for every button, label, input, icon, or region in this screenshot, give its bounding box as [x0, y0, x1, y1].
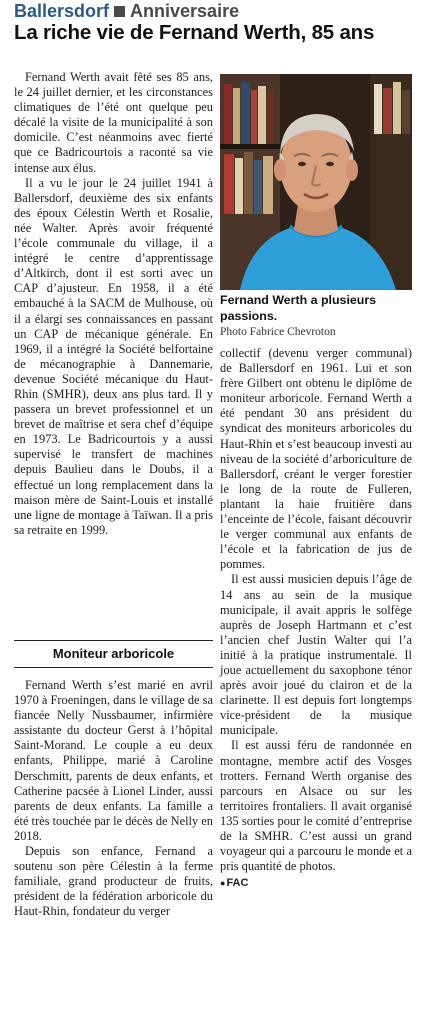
- signature-text: FAC: [226, 877, 249, 890]
- article-headline: La riche vie de Fernand Werth, 85 ans: [14, 21, 375, 44]
- location-label: Ballersdorf: [14, 1, 110, 21]
- portrait-photo: [220, 74, 412, 290]
- portrait-illustration: [220, 74, 412, 290]
- bullet-dot-icon: ●: [220, 878, 226, 889]
- article-kicker: [14, 0, 239, 22]
- column-left-continued: [14, 678, 213, 920]
- author-signature: [220, 876, 412, 891]
- paragraph: Il est aussi féru de randonnée en montagne, membre actif des Vosges trotters. Fernand Werth organise des parcours en Alsace ou sur les territoires frontaliers. Il avait organisé 135 sorties pour le comité d’entreprise de la SMHR. C’est aussi un grand voyageur qui a parcouru le monde et a pris quantité de photos.: [220, 738, 412, 874]
- paragraph: Fernand Werth s’est marié en avril 1970 à Froeningen, dans le village de sa fiancée Nelly Nussbaumer, infirmière assistante du docteur Gerst à l’hôpital Saint-Morand. Le couple a eu deux enfants, Philippe, marié à Caroline Derschmitt, parents de deux enfants, et Catherine pacsée à Lionel Linder, aussi parents de deux enfants. La famille a été très touchée par le décès de Nelly en 2018.: [14, 678, 213, 843]
- section-subheading: Moniteur arboricole: [14, 640, 213, 668]
- paragraph: Il a vu le jour le 24 juillet 1941 à Ballersdorf, deuxième des six enfants des époux Célestin Werth et Rosalie, née Walter. Après avoir fréquenté l’école communale du village, il a intégré le centre d’apprentissage d’Altkirch, dont il est sorti avec un CAP d’ajusteur. En 1958, il a été embauché à la SACM de Mulhouse, où il a élargi ses connaissances en passant un CAP de mécanique générale. En 1969, il a intégré la Société belfortaine de mécanographie à Dannemarie, devenue Société mécanique du Haut-Rhin (SMHR), deux ans plus tard. Il y passera un brevet professionnel et un brevet de maîtrise et sera chef d’équipe en 1973. Le Badricourtois y a aussi supervisé le transfert de machines depuis Baulieu dans le Doubs, il a effectué un long remplacement dans la maison mère de Saint-Louis et installé une ligne de montage à Taïwan. Il a pris sa retraite en 1999.: [14, 175, 213, 537]
- section-label: Anniversaire: [130, 1, 240, 21]
- paragraph: collectif (devenu verger communal) de Ballersdorf en 1961. Lui et son frère Gilbert ont obtenu le diplôme de moniteur arboricole. Fernand Werth a été pendant 30 ans président du syndicat des moniteurs arboricoles du Haut-Rhin et s’est beaucoup investi au niveau de la société d’arboriculture de Ballersdorf, créant le verger forestier le long de la route de Fulleren, plantant la haie fruitière dans l’enceinte de l’école, faisant découvrir le verger communal aux enfants de l’école et la fabrication de jus de pommes.: [220, 346, 412, 572]
- column-left: [14, 70, 213, 538]
- photo-credit: Photo Fabrice Chevroton: [220, 326, 336, 338]
- paragraph: Depuis son enfance, Fernand a soutenu son père Célestin à la ferme familiale, grand producteur de fruits, président de la fédération arboricole du Haut-Rhin, fondateur du verger: [14, 844, 213, 919]
- column-right: [220, 346, 412, 891]
- paragraph: Il est aussi musicien depuis l’âge de 14 ans au sein de la musique municipale, il avait appris le solfège auprès de Joseph Hartmann et c’est l’ancien chef Justin Walter qui l’a initié à la pratique instrumentale. Il joue actuellement du saxophone ténor après avoir joué du clairon et de la clarinette. Il est depuis fort longtemps vice-président de la musique municipale.: [220, 572, 412, 738]
- photo-caption-block: [220, 292, 412, 340]
- photo-caption: Fernand Werth a plusieurs passions.: [220, 293, 377, 323]
- paragraph: Fernand Werth avait fêté ses 85 ans, le 24 juillet dernier, et les circonstances climatiques de l’été ont quelque peu décalé la visite de la municipalité à son domicile. C’est néanmoins avec fierté que ce Badricourtois a raconté sa vie intense aux élus.: [14, 70, 213, 175]
- separator-square-icon: [114, 6, 125, 17]
